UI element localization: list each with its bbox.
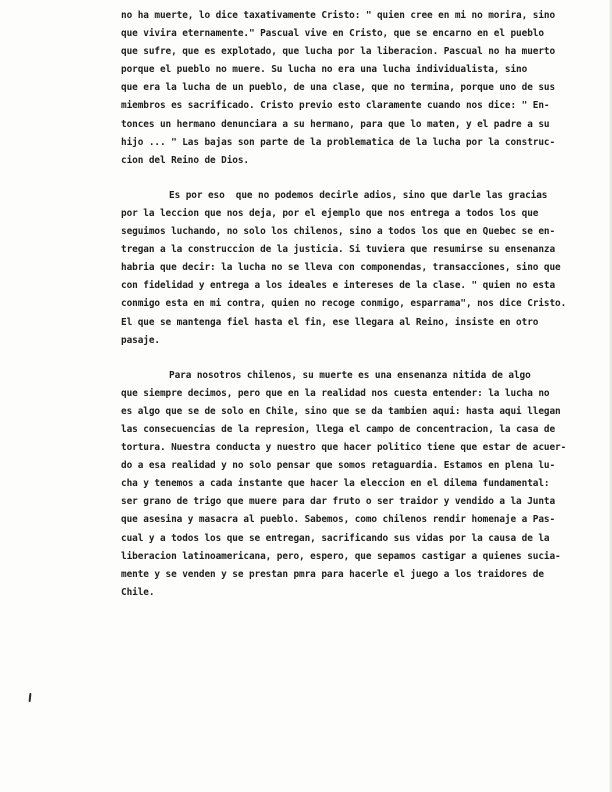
text-line: liberacion latinoamericana, pero, espero, que sepamos castigar a quienes sucia-	[121, 550, 561, 562]
text-line: tonces un hermano denunciara a su hermano, para que lo maten, y el padre a su	[121, 118, 550, 130]
text-line: que siempre decimos, pero que en la realidad nos cuesta entender: la lucha no	[121, 387, 550, 399]
text-line: porque el pueblo no muere. Su lucha no era una lucha individualista, sino	[121, 64, 528, 76]
text-line: que sufre, que es explotado, que lucha por la liberacion. Pascual no ha muerto	[121, 46, 556, 58]
text-line-indented	[121, 187, 581, 205]
text-line: con fidelidad y entrega a los ideales e intereses de la clase. " quien no esta	[121, 280, 556, 292]
text-line: Chile.	[121, 586, 155, 598]
ink-mark	[29, 693, 32, 702]
paragraph-3	[121, 367, 581, 602]
text-line-indented	[121, 367, 581, 385]
text-line-content: Es por eso que no podemos decirle adios, sino que darle las gracias	[169, 189, 548, 201]
paragraph-2	[121, 187, 581, 350]
text-line: do a esa realidad y no solo pensar que somos retaguardia. Estamos en plena lu-	[121, 460, 556, 472]
text-line: cual y a todos los que se entregan, sacrificando sus vidas por la causa de la	[121, 532, 550, 544]
text-line: por la leccion que nos deja, por el ejemplo que nos entrega a todos los que	[121, 207, 539, 219]
text-line: que vivira eternamente." Pascual vive en Cristo, que se encarno en el pueblo	[121, 28, 544, 40]
text-line: es algo que se de solo en Chile, sino que se da tambien aqui: hasta aqui llegan	[121, 405, 561, 417]
text-line: pasaje.	[121, 334, 160, 346]
text-line: tortura. Nuestra conducta y nuestro que hacer politico tiene que estar de acuer-	[121, 442, 567, 454]
text-line: las consecuencias de la represion, llega el campo de concentracion, la casa de	[121, 423, 556, 435]
text-line: que era la lucha de un pueblo, de una clase, que no termina, porque uno de sus	[121, 82, 556, 94]
text-line: no ha muerte, lo dice taxativamente Cristo: " quien cree en mi no morira, sino	[121, 10, 556, 21]
text-line: hijo ... " Las bajas son parte de la problematica de la lucha por la construc-	[121, 136, 556, 148]
typed-text-block	[121, 7, 581, 602]
text-line: ser grano de trigo que muere para dar fruto o ser traidor y vendido a la Junta	[121, 496, 556, 508]
text-line-content: Para nosotros chilenos, su muerte es una ensenanza nitida de algo	[169, 369, 531, 381]
text-line: seguimos luchando, no solo los chilenos, sino a todos los que en Quebec se en-	[121, 226, 556, 238]
text-line: El que se mantenga fiel hasta el fin, ese llegara al Reino, insiste en otro	[121, 316, 539, 328]
text-line: habria que decir: la lucha no se lleva con componendas, transacciones, sino que	[121, 262, 561, 274]
paragraph-1	[121, 7, 581, 170]
text-line: cion del Reino de Dios.	[121, 154, 249, 166]
text-line: cha y tenemos a cada instante que hacer la eleccion en el dilema fundamental:	[121, 478, 550, 490]
text-line: miembros es sacrificado. Cristo previo esto claramente cuando nos dice: " En-	[121, 100, 550, 112]
text-line: conmigo esta en mi contra, quien no recoge conmigo, esparrama", nos dice Cristo.	[121, 298, 567, 310]
text-line: mente y se venden y se prestan pmra para hacerle el juego a los traidores de	[121, 568, 544, 580]
text-line: que asesina y masacra al pueblo. Sabemos, como chilenos rendir homenaje a Pas-	[121, 514, 556, 526]
text-line: tregan a la construccion de la justicia. Si tuviera que resumirse su ensenanza	[121, 244, 556, 256]
